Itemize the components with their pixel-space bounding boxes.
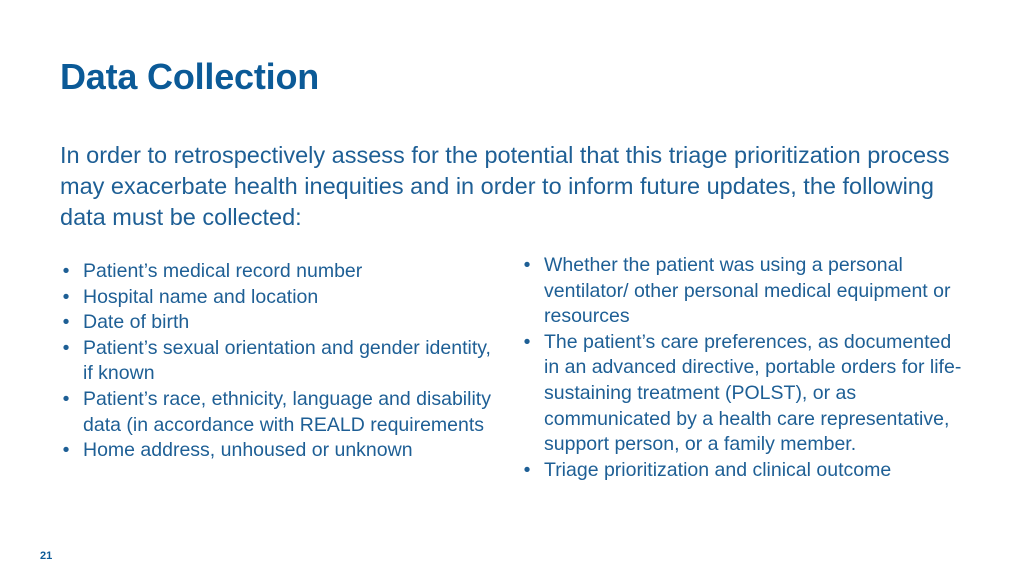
list-item-text: Triage prioritization and clinical outcome bbox=[544, 458, 892, 481]
list-item-text: Whether the patient was using a personal ventilator/ other personal medical equipment or resources bbox=[544, 254, 951, 328]
list-item-text: Home address, unhoused or unknown bbox=[83, 439, 413, 462]
right-bullet-list bbox=[520, 253, 970, 483]
bullet-icon: • bbox=[62, 336, 70, 359]
slide-title: Data Collection bbox=[60, 56, 320, 97]
list-item-text: Patient’s race, ethnicity, language and disability data (in accordance with REALD requirements bbox=[83, 387, 491, 436]
list-item bbox=[59, 285, 499, 311]
bullet-icon: • bbox=[523, 254, 531, 276]
list-item bbox=[59, 310, 499, 336]
list-item-text: Patient’s medical record number bbox=[83, 260, 363, 282]
list-item-text: Patient’s sexual orientation and gender identity, if known bbox=[83, 336, 491, 385]
intro-paragraph: In order to retrospectively assess for the potential that this triage prioritization process may exacerbate health inequities and in order to inform future updates, the following data must be collected: bbox=[60, 142, 950, 230]
list-item bbox=[520, 253, 970, 330]
bullet-icon: • bbox=[523, 330, 531, 353]
list-item-text: Hospital name and location bbox=[83, 285, 319, 308]
list-item bbox=[59, 438, 499, 464]
list-item bbox=[59, 387, 499, 438]
bullet-icon: • bbox=[523, 458, 531, 481]
list-item-text: Date of birth bbox=[83, 311, 190, 334]
left-bullet-list bbox=[59, 259, 499, 464]
list-item bbox=[520, 330, 970, 458]
list-item bbox=[59, 336, 499, 387]
bullet-icon: • bbox=[62, 387, 70, 410]
list-item bbox=[59, 259, 499, 285]
list-item-text: The patient’s care preferences, as documented in an advanced directive, portable orders for life-sustaining treatment (POLST), or as communicated by a health care representative, support person, or a family member. bbox=[544, 330, 962, 456]
page-number: 21 bbox=[40, 550, 53, 562]
list-item bbox=[520, 458, 970, 484]
bullet-icon: • bbox=[62, 311, 70, 334]
bullet-icon: • bbox=[62, 260, 70, 282]
bullet-icon: • bbox=[62, 439, 70, 462]
bullet-icon: • bbox=[62, 285, 70, 308]
